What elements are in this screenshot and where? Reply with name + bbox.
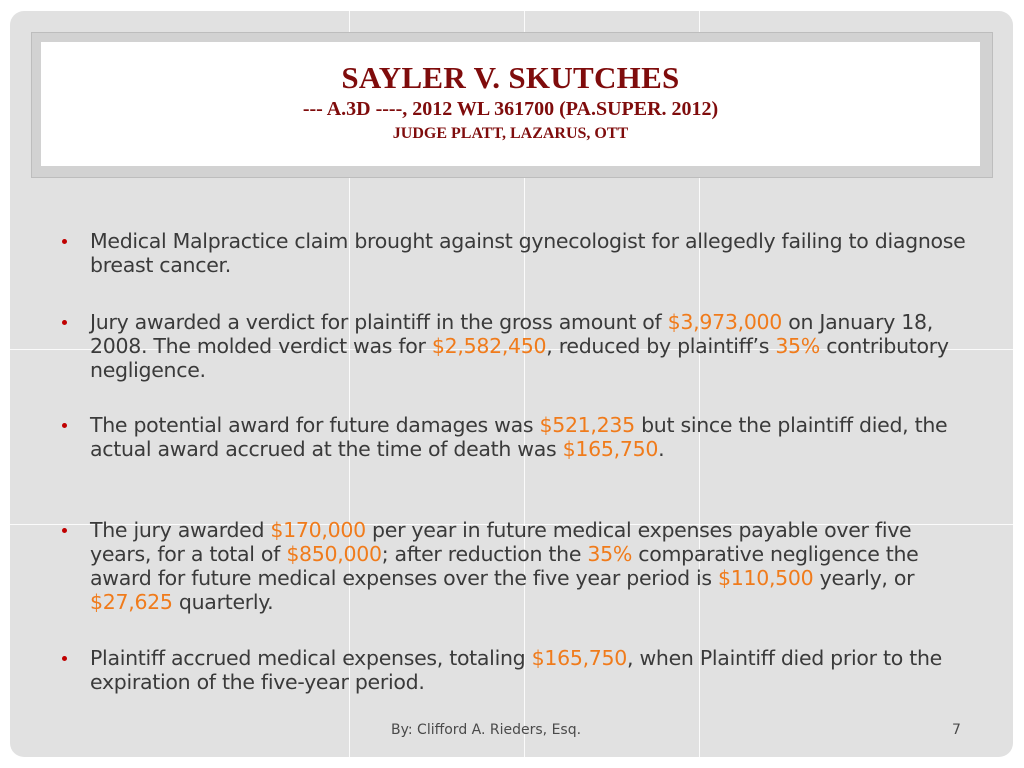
judges-line: JUDGE PLATT, LAZARUS, OTT	[392, 125, 629, 142]
bullet-text-segment: comparative negligence the award for future medical expenses over the five year period is	[90, 542, 919, 590]
bullet-text-segment: ; after reduction the	[381, 542, 588, 566]
bullet-item	[90, 413, 970, 461]
title-frame	[31, 32, 993, 178]
bullet-item	[90, 518, 970, 614]
bullet-text-segment: , when Plaintiff died prior to the expiration of the five-year period.	[90, 646, 942, 694]
bullet-text	[90, 229, 965, 277]
slide-number: 7	[952, 722, 961, 738]
highlighted-amount: $170,000	[270, 518, 366, 542]
bullet-text	[90, 518, 919, 614]
footer-author: By: Clifford A. Rieders, Esq.	[391, 722, 582, 738]
bullet-dot-icon	[62, 423, 67, 428]
bullet-text-segment: , reduced by plaintiff’s	[546, 334, 776, 358]
bullet-text-segment: Plaintiff accrued medical expenses, totaling	[90, 646, 532, 670]
title-box	[41, 42, 980, 166]
highlighted-amount: $3,973,000	[667, 310, 783, 334]
bullet-text-segment: Jury awarded a verdict for plaintiff in the gross amount of	[90, 310, 668, 334]
bullet-dot-icon	[62, 320, 67, 325]
slide-title: SAYLER V. SKUTCHES	[341, 60, 680, 95]
bullet-dot-icon	[62, 239, 67, 244]
case-citation: --- A.3D ----, 2012 WL 361700 (PA.SUPER. 2012)	[302, 98, 719, 120]
bullet-text-segment: quarterly.	[172, 590, 274, 614]
highlighted-amount: $521,235	[539, 413, 635, 437]
bullet-text-segment: per year in future medical expenses payable over five years, for a total of	[90, 518, 912, 566]
bullet-item	[90, 310, 970, 382]
highlighted-amount: $27,625	[90, 590, 173, 614]
bullet-text-segment: contributory negligence.	[90, 334, 949, 382]
bullet-text	[90, 310, 949, 382]
highlighted-amount: $110,500	[718, 566, 814, 590]
bullet-text	[90, 413, 947, 461]
bullet-text-segment: The jury awarded	[90, 518, 271, 542]
highlighted-amount: 35%	[775, 334, 820, 358]
bullet-text-segment: Medical Malpractice claim brought against gynecologist for allegedly failing to diagnose breast cancer.	[90, 229, 966, 277]
bullet-text	[90, 646, 942, 694]
bullet-dot-icon	[62, 528, 67, 533]
highlighted-amount: $2,582,450	[431, 334, 547, 358]
highlighted-amount: $850,000	[286, 542, 382, 566]
bullet-item	[90, 229, 970, 277]
bullet-item	[90, 646, 970, 694]
bullet-text-segment: .	[658, 437, 665, 461]
bullet-text-segment: but since the plaintiff died, the actual award accrued at the time of death was	[90, 413, 948, 461]
bullet-text-segment: on January 18, 2008. The molded verdict was for	[90, 310, 933, 358]
bullet-dot-icon	[62, 656, 67, 661]
highlighted-amount: $165,750	[562, 437, 659, 461]
bullet-text-segment: yearly, or	[813, 566, 915, 590]
highlighted-amount: $165,750	[531, 646, 628, 670]
bullet-text-segment: The potential award for future damages was	[90, 413, 540, 437]
highlighted-amount: 35%	[587, 542, 633, 566]
